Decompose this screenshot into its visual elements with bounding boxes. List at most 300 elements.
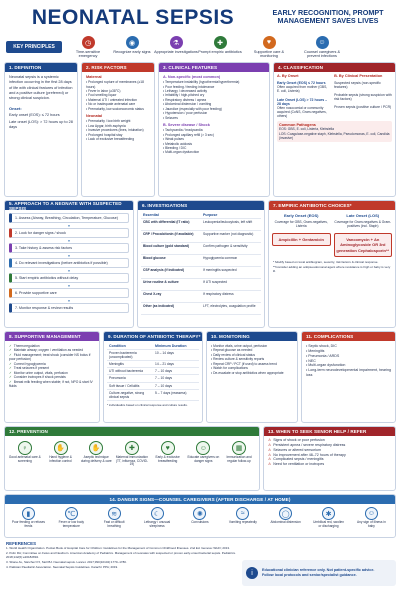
risk-maternal-item-marker: • (86, 80, 89, 85)
monitoring-item-text: De-escalate or stop antibiotics when appropriate (213, 370, 284, 375)
empiric-eos-note: Coverage for GBS, Gram-negatives, Listeria (274, 220, 328, 228)
when-seek-item-marker: ⚠ (268, 447, 272, 452)
monitoring-item-text: Watch for complications (213, 366, 248, 371)
monitoring-header: 10. MONITORING (207, 332, 297, 341)
clinical-a-item-marker: • (163, 80, 166, 85)
danger-sign-text: Poor feeding or refuses feeds (11, 520, 45, 528)
monitoring-item-marker: • (211, 370, 214, 375)
supportive-item-marker: ✓ (9, 379, 12, 384)
clinical-b-item-marker: • (163, 145, 166, 150)
risk-neonatal-item-text: Low Apgar, birth asphyxia (88, 123, 126, 128)
duration-col-header: Condition (107, 343, 153, 350)
when-seek-item-marker: ⚠ (268, 462, 272, 467)
empiric-los-head: Late Onset (LOS) (346, 213, 380, 218)
bottle-icon: ▮ (22, 507, 35, 520)
definition-header: 1. DEFINITION (5, 63, 77, 72)
risk-maternal-item-text: No or inadequate antenatal care (88, 102, 136, 107)
investigations-header: 6. INVESTIGATIONS (138, 201, 264, 210)
danger-sign-item (11, 507, 45, 528)
prevention-text: Immunization and regular follow-up (226, 455, 252, 463)
danger-sign-text: Abdominal distension (270, 520, 301, 524)
prevention-item (151, 441, 185, 467)
danger-sign-item (140, 507, 174, 528)
duration-cell: 5 – 7 days (reassess) (153, 390, 199, 401)
pathogen-item: EOS: GBS, E. coli, Listeria, Klebsiella (279, 127, 334, 132)
complications-section (301, 331, 396, 423)
prevention-item (222, 441, 256, 467)
monitoring-item-marker: • (211, 357, 214, 362)
prevention-item (79, 441, 113, 467)
monitoring-section (206, 331, 298, 423)
arrow-down-icon: ▼ (67, 299, 71, 303)
danger-signs-section (4, 494, 396, 538)
empiric-eos-drug: Ampicillin + Gentamicin (272, 233, 331, 246)
monitoring-item-marker: • (211, 361, 214, 366)
classification-los-note: Often nosocomial or community acquired (CoNS, Gram-negatives, others) (277, 105, 327, 119)
supportive-item-marker: ✓ (9, 366, 12, 371)
duration-cell: Soft tissue / Cellulitis (107, 383, 153, 390)
key-principle-text: Appropriate investigations (154, 50, 198, 54)
gloves-icon: ✋ (89, 441, 103, 455)
family-icon: ☺ (316, 36, 329, 49)
risk-neonatal-item-text: Prolonged hospital stay (88, 132, 123, 137)
risk-maternal-item-marker: • (86, 97, 89, 102)
risk-maternal-item-text: Foul smelling liquor (88, 93, 117, 98)
supportive-item-marker: ✓ (9, 361, 12, 366)
prevention-text: Hand hygiene & infection control (49, 455, 72, 463)
classification-los: Late Onset (LOS) > 72 hours – 28 days (277, 97, 328, 106)
clinical-a-item-marker: • (163, 115, 166, 120)
risk-maternal-item-marker: • (86, 93, 89, 98)
investigations-header-row (141, 212, 261, 219)
classification-presentation-item: Proven sepsis (positive culture / PCR) (334, 104, 392, 109)
prevention-text: Maternal immunization (TT, influenza, COVID-19) (115, 455, 148, 467)
complication-item-text: Septic shock, DIC (308, 344, 337, 348)
when-seek-item-marker: ⚠ (268, 442, 272, 447)
risk-neonatal-item-text: Prematurity / low birth weight (88, 119, 131, 124)
duration-row (107, 368, 199, 375)
clinical-a-item-text: Jaundice (especially with poor feeding) (165, 106, 222, 111)
investigations-section (137, 200, 265, 328)
clinical-b-item-text: Metabolic acidosis (165, 141, 193, 146)
supportive-item-text: Breast milk feeding when stable; if not, NPO & start IV fluids (9, 379, 93, 388)
references-section (6, 541, 238, 597)
approach-step: 7. Monitor response & review results (9, 303, 129, 313)
key-principle-item (66, 36, 110, 58)
when-seek-item-text: Need for ventilation or inotropes (273, 462, 325, 467)
key-principle-item (110, 36, 154, 54)
arrow-down-icon: ▼ (67, 224, 71, 228)
duration-row (107, 390, 199, 401)
danger-sign-text: Fast or difficult breathing (103, 520, 125, 528)
reference-item: 4. Pakistan Paediatric Association. Neonatal Sepsis Guidelines. Karachi: PPA; 2019. (6, 564, 119, 569)
risk-neonatal-item-marker: • (86, 128, 89, 133)
pathogens-label: Common Pathogens (279, 123, 316, 128)
duration-section (103, 331, 203, 423)
pathogen-item: LOS: Coagulase-negative staph, Klebsiella, Pseudomonas, E. coli, Candida (invasive) (279, 131, 390, 140)
empiric-los-drug: Vancomycin + An Aminoglycoside OR 3rd generation Cephalosporin** (334, 233, 393, 257)
classification-eos-note: Often acquired from mother (GBS, E. coli, Listeria) (277, 85, 328, 94)
hand-wash-icon: ✋ (54, 441, 68, 455)
monitoring-item-text: Monitor vitals, urine output, perfusion (213, 344, 268, 348)
clinical-a-item-text: Respiratory distress / apnea (165, 97, 207, 102)
complication-item-marker: • (306, 348, 309, 353)
prevention-header: 12. PREVENTION (5, 427, 259, 436)
arrow-down-icon: ▼ (67, 254, 71, 258)
when-seek-item-marker: ⚠ (268, 457, 272, 462)
complication-item-text: Long-term neurodevelopmental impairment, hearing loss (306, 368, 391, 378)
reference-item: 2. Polin RA; Committee on Fetus and Newborn. American Academy of Pediatrics. Management of neonates with suspected or proven early-onset bacterial sepsis. Pediatrics. 2018;142(6):e20182894. (6, 550, 236, 559)
investigations-cell: Confirm pathogen & sensitivity (201, 243, 261, 255)
flask-icon: ⚗ (170, 36, 183, 49)
classification-section (273, 62, 396, 197)
supportive-item-text: Maintain airway; oxygen / ventilation as needed (13, 348, 84, 353)
approach-step: 6. Provide supportive care (9, 288, 129, 298)
supportive-item-text: Thermoregulation (13, 344, 40, 348)
clinical-a-item-marker: • (163, 89, 166, 93)
supportive-item-marker: ✓ (9, 375, 12, 380)
key-principle-item (300, 36, 344, 58)
monitoring-item-text: Daily review of clinical status (213, 352, 256, 357)
clinical-a-item-marker: • (163, 84, 166, 89)
prevention-text: Educate caregivers on danger signs (187, 455, 220, 463)
investigations-row (141, 255, 261, 267)
investigations-cell: LFT, electrolytes, coagulation profile (201, 303, 261, 315)
clinical-features-section (158, 62, 270, 197)
clock-icon: ◷ (82, 36, 95, 49)
definition-section (4, 62, 78, 197)
page-subtitle: EARLY RECOGNITION, PROMPT MANAGEMENT SAVES LIVES (272, 8, 384, 26)
duration-cell: Culture-negative, strong clinical sepsis (107, 390, 153, 401)
complication-item-marker: • (306, 368, 309, 373)
supportive-section (4, 331, 100, 423)
danger-sign-text: Vomiting repeatedly (228, 520, 257, 524)
duration-col-header: Minimum Duration (153, 343, 199, 350)
risk-maternal-item (86, 80, 150, 89)
supportive-header: 8. SUPPORTIVE MANAGEMENT (5, 332, 99, 341)
duration-cell: UTI without bacteremia (107, 368, 153, 375)
clinical-b-item-marker: • (163, 137, 166, 142)
danger-signs-header: 14. DANGER SIGNS—COUNSEL CAREGIVERS (AFTER DISCHARGE / AT HOME) (5, 495, 395, 504)
caregiver-icon: ☺ (196, 441, 210, 455)
when-seek-item-text: Persistent apnea / severe respiratory distress (273, 442, 346, 447)
key-principle-text: Counsel caregivers & prevent infections (303, 50, 341, 59)
complication-item-text: NEC (308, 358, 316, 363)
empiric-section (268, 200, 396, 328)
risk-neonatal-item-marker: • (86, 123, 89, 128)
prevention-section (4, 426, 260, 491)
investigations-col-header: Purpose (201, 212, 261, 219)
disclaimer-line2: Follow local protocols and senior/specialist guidance. (262, 573, 357, 577)
clinical-a-item-marker: • (163, 97, 166, 102)
clinical-a-item-marker: • (163, 102, 165, 107)
risk-neonatal-item-text: Lack of exclusive breastfeeding (88, 137, 135, 142)
prevention-item (44, 441, 78, 467)
clinical-a-item-text: Temperature instability (hypothermia/hyperthermia) (165, 80, 240, 85)
duration-cell: 7 – 10 days (153, 375, 199, 382)
duration-cell: Meningitis (107, 361, 153, 368)
clinical-a-item-text: Lethargy / decreased activity (165, 89, 208, 93)
complication-item-text: Meningitis (308, 348, 325, 353)
monitoring-item-marker: • (211, 348, 214, 353)
lungs-icon: ≋ (108, 507, 121, 520)
investigations-cell: Supportive marker (not diagnostic) (201, 231, 261, 243)
danger-sign-text: Fever or low body temperature (58, 520, 84, 528)
reference-item: 1. World Health Organization. Pocket Book of Hospital Care for Children: Guidelines for the Management of Common Childhood Illnesses. 2nd Ed. Geneva: WHO; 2013. (6, 546, 230, 550)
investigations-cell: Blood culture (gold standard) (141, 243, 201, 255)
clinical-b-item-marker: • (163, 141, 166, 146)
clinical-b-item-text: Bleeding / DIC (165, 145, 187, 150)
supportive-item-text: Fluid management; treat shock (consider NS bolus if poor perfusion) (9, 352, 91, 362)
page-title: NEONATAL SEPSIS (31, 6, 235, 29)
onset-eos: Early onset (EOS): ≤ 72 hours (9, 112, 60, 117)
prevention-text: Early & exclusive breastfeeding (155, 455, 180, 463)
investigations-cell: If meningitis suspected (201, 267, 261, 279)
supportive-item-marker: ✓ (9, 370, 12, 375)
complication-item-marker: • (306, 353, 309, 358)
when-seek-item-text: Signs of shock or poor perfusion (273, 438, 325, 442)
duration-cell: 7 – 10 days (153, 383, 199, 390)
investigations-row (141, 303, 261, 315)
key-principle-text: Recognize early signs (113, 50, 151, 54)
risk-maternal-item (86, 107, 150, 111)
classification-presentation-item: Suspected sepsis (non-specific features) (334, 81, 381, 90)
calendar-icon: ▦ (232, 441, 246, 455)
approach-step: 2. Look for danger signs / shock (9, 228, 129, 238)
supportive-item-text: Correct hypoglycemia (13, 361, 46, 366)
clinical-a-item-text: Irritability / high-pitched cry (165, 93, 205, 98)
baby-icon: ☺ (365, 507, 378, 520)
info-icon: i (246, 567, 258, 579)
risk-maternal-item-marker: • (86, 102, 89, 107)
umbilicus-icon: ✱ (322, 507, 335, 520)
complication-item-text: Multi-organ dysfunction (308, 363, 346, 368)
empiric-header: 7. EMPIRIC ANTIBIOTIC CHOICES* (269, 201, 395, 210)
clinical-a-label: A. Non-specific (most common) (163, 75, 221, 79)
risk-neonatal-item (86, 137, 150, 141)
clinical-b-item-marker: • (163, 128, 166, 133)
supportive-item-marker: ✓ (9, 344, 12, 348)
investigations-cell: Other (as indicated) (141, 303, 201, 315)
approach-step: 3. Take history & assess risk factors (9, 243, 129, 253)
prevention-item (186, 441, 220, 467)
approach-step: 4. Do relevant investigations (before antibiotics if possible) (9, 258, 129, 268)
prevention-text: Aseptic technique during delivery & care (80, 455, 112, 463)
approach-header: 5. APPROACH TO A NEONATE WITH SUSPECTED SEPSIS (5, 201, 133, 210)
risk-maternal-item-text: Prolonged rupture of membranes (≥18 hours) (86, 80, 144, 89)
sleep-icon: ☾ (151, 507, 164, 520)
duration-cell: 7 – 10 days (153, 368, 199, 375)
classification-presentation-label: B. By Clinical Presentation (334, 74, 383, 78)
when-seek-item-text: Seizures or altered sensorium (273, 447, 321, 452)
complication-item-text: Pneumonia / ARDS (308, 353, 340, 358)
empiric-foot1: * Modify based on local antibiogram, severity, risk factors & clinical response. (273, 260, 379, 265)
investigations-col-header: Essential (141, 212, 201, 219)
monitoring-item-marker: • (211, 366, 214, 371)
risk-maternal-item-text: Prematurity, low socioeconomic status (88, 106, 144, 111)
duration-cell: 14 – 21 days (153, 361, 199, 368)
complications-header: 11. COMPLICATIONS (302, 332, 395, 341)
classification-header: 4. CLASSIFICATION (274, 63, 395, 72)
danger-sign-item (97, 507, 131, 528)
risk-neonatal-item-marker: • (86, 137, 89, 142)
thermometer-icon: ℃ (65, 507, 78, 520)
when-seek-item-text: No improvement after 48–72 hours of therapy (273, 452, 346, 457)
heart-monitor-icon: ♥ (263, 36, 276, 49)
breastfeeding-icon: ♥ (161, 441, 175, 455)
references-title: REFERENCES (6, 541, 37, 546)
risk-neonatal-label: Neonatal (86, 114, 103, 119)
vaccine-icon: ✚ (125, 441, 139, 455)
investigations-cell: Leukopenia/leukocytosis, left shift (201, 219, 261, 231)
clinical-a-item-text: Seizures (165, 115, 178, 120)
onset-los: Late onset (LOS): > 72 hours up to 28 days (9, 120, 73, 130)
investigations-cell: Hypoglycemia common (201, 255, 261, 267)
disclaimer-box (242, 560, 396, 586)
classification-presentation-item: Probable sepsis (strong suspicion with risk factors) (334, 92, 392, 102)
duration-row (107, 361, 199, 368)
complication-item-marker: • (306, 358, 309, 363)
when-seek-item-marker: ⚠ (268, 438, 272, 442)
clinical-b-item-text: Tachycardia / bradycardia (165, 128, 203, 133)
eye-icon: ◉ (126, 36, 139, 49)
clinical-a-item-text: Poor feeding / feeding intolerance (165, 84, 215, 89)
onset-label: Onset: (9, 105, 22, 111)
clinical-a-item-marker: • (163, 93, 166, 98)
investigations-cell: If UTI suspected (201, 279, 261, 291)
investigations-row (141, 291, 261, 303)
duration-row (107, 375, 199, 382)
classification-eos: Early Onset (EOS) ≤ 72 hours (277, 81, 326, 85)
complication-item-marker: • (306, 363, 309, 368)
key-principle-item (198, 36, 242, 54)
investigations-row (141, 231, 261, 243)
clinical-a-item-text: Hypotension / poor perfusion (165, 111, 208, 116)
empiric-eos-head: Early Onset (EOS) (284, 213, 319, 218)
duration-header: 9. DURATION OF ANTIBIOTIC THERAPY* (104, 332, 202, 341)
syringe-icon: ✚ (214, 36, 227, 49)
supportive-item-text: Monitor urine output, vitals, perfusion (13, 370, 68, 375)
monitoring-item-marker: • (211, 352, 214, 357)
clinical-a-item-marker: • (163, 106, 166, 111)
investigations-cell: Blood glucose (141, 255, 201, 267)
clinical-b-item-text: Weak pulses (165, 137, 184, 142)
prevention-item (8, 441, 42, 467)
when-seek-item (268, 462, 391, 467)
danger-sign-text: Any sign of illness in baby (356, 520, 386, 528)
disclaimer-line1: Educational clinician reference only. Not patient-specific advice. (262, 568, 375, 573)
prevention-text: Good antenatal care & screening (8, 455, 41, 463)
supportive-item-text: Consider inotropes if shock persists (13, 375, 66, 380)
supportive-item (9, 353, 95, 362)
danger-sign-item (354, 507, 388, 528)
clinical-a-item-text: Abdominal distension / vomiting (164, 102, 212, 107)
investigations-cell: Urine routine & culture (141, 279, 201, 291)
key-principles-label: KEY PRINCIPLES (6, 41, 62, 53)
investigations-cell: CSF analysis (if indicated) (141, 267, 201, 279)
clinical-b-item-text: Prolonged capillary refill (> 3 sec) (165, 132, 214, 137)
duration-row (107, 383, 199, 390)
investigations-row (141, 243, 261, 255)
risk-maternal-item-text: Maternal UTI / untreated infection (88, 97, 138, 102)
investigations-row (141, 267, 261, 279)
danger-sign-text: Umbilical red, swollen or discharging (313, 520, 344, 528)
duration-cell: 10 – 14 days (153, 350, 199, 361)
supportive-item-text: Treat seizures if present (13, 366, 50, 371)
investigations-cell: If respiratory distress (201, 291, 261, 303)
risk-maternal-label: Maternal (86, 75, 102, 79)
duration-foot: * individualize based on clinical response and culture results. (107, 402, 188, 407)
key-principle-item (154, 36, 198, 54)
clinical-b-item (163, 150, 265, 154)
when-seek-section (263, 426, 396, 491)
danger-sign-item (54, 507, 88, 528)
arrow-down-icon: ▼ (67, 284, 71, 288)
empiric-los-note: Coverage for Gram-negatives & Gram-positives (incl. Staph) (334, 220, 392, 228)
risk-factors-header: 2. RISK FACTORS (82, 63, 154, 72)
clinical-b-item-marker: • (163, 150, 166, 155)
monitoring-item-text: Repeat CRP / PCT (if used) to assess trend (213, 361, 277, 366)
risk-factors-section (81, 62, 155, 197)
clinical-features-header: 3. CLINICAL FEATURES (159, 63, 269, 72)
clinical-b-item-marker: • (163, 132, 166, 137)
danger-sign-text: Convulsions (191, 520, 209, 524)
risk-neonatal-item-text: Invasive procedures (lines, intubation) (88, 128, 144, 133)
monitoring-item-marker: • (211, 344, 214, 348)
empiric-foot2: **Consider adding an antipseudomonal agent where resistance is high or baby is very ill. (273, 265, 391, 274)
investigations-cell: Chest X-ray (141, 291, 201, 303)
investigations-row (141, 279, 261, 291)
risk-maternal-item-marker: • (86, 89, 89, 93)
prevention-item (115, 441, 149, 467)
investigations-row (141, 219, 261, 231)
belly-icon: ◯ (279, 507, 292, 520)
danger-sign-item (312, 507, 346, 528)
danger-sign-item (183, 507, 217, 528)
duration-cell: Pneumonia (107, 375, 153, 382)
key-principle-text: Prompt empiric antibiotics (198, 50, 242, 54)
monitoring-item-text: Repeat glucose as needed (213, 348, 253, 353)
risk-neonatal-item-marker: • (86, 132, 89, 137)
supportive-item (9, 380, 95, 389)
danger-sign-item (269, 507, 303, 528)
classification-onset-label: A. By Onset (277, 74, 299, 78)
duration-row (107, 350, 199, 361)
key-principle-item (247, 36, 291, 58)
clinical-a-item-marker: • (163, 111, 166, 116)
when-seek-item-marker: ⚠ (268, 452, 272, 457)
monitoring-item-text: Review culture & sensitivity reports (213, 357, 265, 362)
when-seek-item-text: Complicated sepsis / meningitis (273, 457, 324, 462)
when-seek-header: 13. WHEN TO SEEK SENIOR HELP / REFER (264, 427, 395, 436)
risk-maternal-item-marker: • (86, 106, 89, 111)
approach-section (4, 200, 134, 328)
investigations-cell: CBC with differential (IT ratio) (141, 219, 201, 231)
duration-header-row (107, 343, 199, 350)
pregnant-icon: ♀ (18, 441, 32, 455)
approach-step: 1. Assess (Airway, Breathing, Circulation, Temperature, Glucose) (9, 213, 129, 223)
clinical-b-item-text: Multi-organ dysfunction (165, 150, 200, 155)
complication-item (306, 368, 391, 378)
vomit-icon: ≈ (236, 507, 249, 520)
approach-step: 5. Start empiric antibiotics without delay (9, 273, 129, 283)
danger-sign-text: Lethargy / unusual sleepiness (143, 520, 171, 528)
brain-icon: ✺ (193, 507, 206, 520)
arrow-down-icon: ▼ (67, 269, 71, 273)
complication-item-marker: • (306, 344, 309, 348)
duration-cell: Proven bacteremia (uncomplicated) (107, 350, 153, 361)
supportive-item-marker: ✓ (9, 348, 12, 353)
